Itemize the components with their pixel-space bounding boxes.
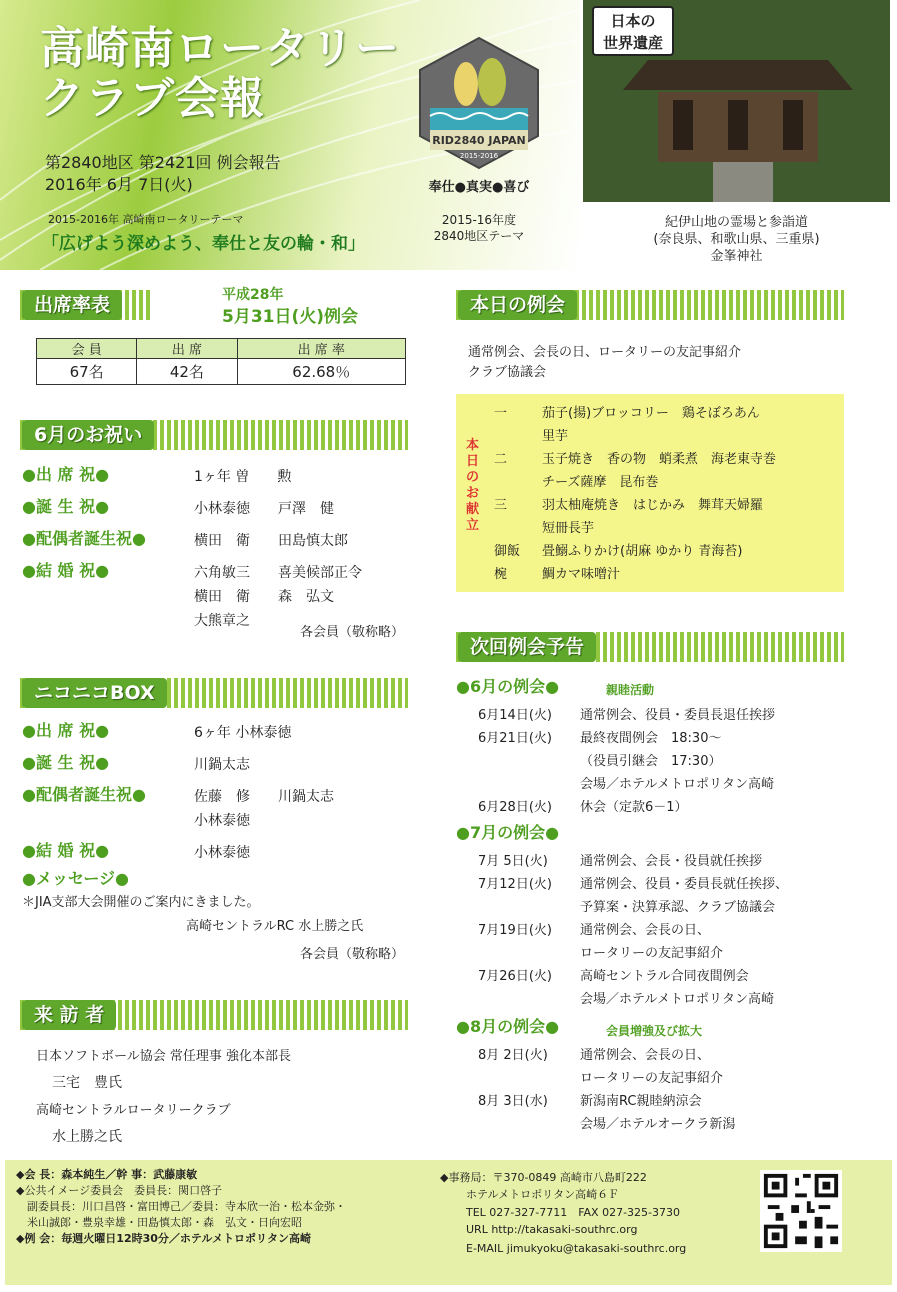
list-item-text: 玉子焼き 香の物 蛸柔煮 海老東寺巻 [542,452,777,467]
niko-message-2: 高崎セントラルRC 水上勝之氏 [186,919,364,934]
list-item [478,919,878,942]
niko-birthday-label: ●誕 生 祝● [22,753,110,772]
theme-label: 2015-2016年 高崎南ロータリーテーマ [48,213,244,226]
emblem-years: 2015-2016 [459,152,499,160]
list-item-text: チーズ薩摩 昆布巻 [542,475,659,490]
list-item-text: 休会（定款6－1） [580,800,688,815]
list-item-text: 通常例会、会長の日、 [580,923,711,938]
list-item-date: 三 [494,498,508,513]
visitor-2-org: 高崎セントラルロータリークラブ [36,1103,231,1118]
niko-message-label: ●メッセージ● [22,869,129,888]
celebr-attend-value: 1ヶ年 曽 勲 [194,469,292,485]
visitor-2-name: 水上勝之氏 [52,1129,122,1145]
list-item [494,402,840,425]
celebr-spouse-label: ●配偶者誕生祝● [22,529,146,548]
list-item-text: 通常例会、役員・委員長退任挨拶 [580,708,776,723]
footer-url[interactable]: URL http://takasaki-southrc.org [466,1223,638,1236]
june-sub: 親睦活動 [606,683,655,697]
list-item [478,704,878,727]
list-item [478,873,878,896]
list-item-text: 通常例会、役員・委員長就任挨拶、 [580,877,789,892]
list-item-text: 短冊長芋 [542,521,595,536]
rate-value: 62.68％ [237,359,405,385]
emblem-slogan: 奉仕●真実●喜び [428,180,530,195]
list-item-date: 7月12日(火) [478,877,552,892]
visitors-title: 来 訪 者 [22,1000,116,1030]
report-number: 第2840地区 第2421回 例会報告 [45,153,281,172]
attendance-table [36,338,406,385]
niko-birthday-value: 川鍋太志 [194,757,250,773]
list-item-text: 予算案・決算承認、クラブ協議会 [580,900,776,915]
list-item-date: 一 [494,406,508,421]
photo-caption-1: 紀伊山地の霊場と参詣道 [664,215,808,230]
list-item-date [478,1113,580,1136]
celebr-attend-label: ●出 席 祝● [22,465,110,484]
col-members: 会 員 [37,339,137,359]
aug-schedule [478,1044,878,1136]
list-item-text: 最終夜間例会 18:30～ [580,731,722,746]
visitor-1-org: 日本ソフトボール協会 常任理事 強化本部長 [36,1049,292,1064]
list-item-text: 高崎セントラル合同夜間例会 [580,969,749,984]
footer-officers: ◆会 長：森本純生／幹 事：武藤康敏 [16,1168,198,1181]
list-item-date: 6月28日(火) [478,800,552,815]
photo-caption-3: 金峯神社 [710,249,763,264]
list-item [478,796,878,819]
july-label: ●7月の例会● [456,823,560,842]
niko-attend-label: ●出 席 祝● [22,721,110,740]
list-item-date [494,517,542,540]
footer-email[interactable]: E-MAIL jimukyoku@takasaki-southrc.org [466,1242,687,1255]
list-item [478,896,878,919]
list-item-text: 会場／ホテルメトロポリタン高崎 [580,777,774,792]
niko-message-1: ＊JIA支部大会開催のご案内にきました。 [22,895,260,910]
list-item-date: 6月21日(火) [478,731,552,746]
next-title: 次回例会予告 [458,632,596,662]
celebr-wedding-value-3: 大熊章之 [194,613,250,629]
list-item-text: 新潟南RC親睦納涼会 [580,1094,702,1109]
niko-spouse-value-1: 佐藤 修 川鍋太志 [194,789,334,805]
attendance-date: 5月31日(火)例会 [222,307,359,327]
attendance-date-year: 平成28年 [222,287,284,303]
celebr-wedding-value-2: 横田 衛 森 弘文 [194,589,334,605]
list-item [494,471,840,494]
list-item-text: ロータリーの友記事紹介 [580,1071,724,1086]
list-item-date [494,425,542,448]
newsletter-title-2: クラブ会報 [40,73,265,124]
photo-caption-2: (奈良県、和歌山県、三重県) [653,232,820,247]
heritage-badge-line2: 世界遺産 [602,34,663,52]
celebration-title: 6月のお祝い [22,420,154,450]
list-item [478,1067,878,1090]
celebr-wedding-label: ●結 婚 祝● [22,561,110,580]
niko-title: ニコニコBOX [22,678,167,708]
visitor-1-name: 三宅 豊氏 [52,1075,122,1091]
niko-spouse-label: ●配偶者誕生祝● [22,785,146,804]
list-item-date [478,942,580,965]
menu-list [494,402,840,586]
footer-committee: ◆公共イメージ委員会 委員長：関口啓子 [16,1184,223,1197]
col-present: 出 席 [137,339,237,359]
list-item-date: 椀 [494,567,508,582]
today-line-1: 通常例会、会長の日、ロータリーの友記事紹介 [468,345,742,360]
list-item-date: 7月26日(火) [478,969,552,984]
list-item-text: 通常例会、会長・役員就任挨拶 [580,854,763,869]
niko-wedding-label: ●結 婚 祝● [22,841,110,860]
district-theme-label: 2840地区テーマ [433,229,525,243]
list-item-date [478,750,580,773]
list-item-text: 羽太柚庵焼き はじかみ 舞茸天婦羅 [542,498,764,513]
menu-label: 本日のお献立 [466,438,480,533]
list-item-date: 6月14日(火) [478,708,552,723]
footer-meeting: ◆例 会：毎週火曜日12時30分／ホテルメトロポリタン高崎 [16,1232,312,1245]
today-title: 本日の例会 [458,290,577,320]
present-value: 42名 [137,359,237,385]
celebr-note: 各会員（敬称略） [300,625,405,640]
list-item [494,540,840,563]
celebr-birthday-value: 小林泰徳 戸澤 健 [194,501,334,517]
list-item [494,425,840,448]
list-item [478,850,878,873]
district-theme-year: 2015-16年度 [441,213,517,227]
june-schedule [478,704,878,819]
list-item-date [478,1067,580,1090]
world-heritage-badge [592,6,674,56]
july-schedule [478,850,878,1011]
list-item [478,1044,878,1067]
list-item-text: 会場／ホテルメトロポリタン高崎 [580,992,774,1007]
celebr-wedding-value-1: 六角敏三 喜美候部正令 [194,565,362,581]
today-line-2: クラブ協議会 [468,365,547,380]
list-item-date: 二 [494,452,508,467]
aug-sub: 会員増強及び拡大 [606,1024,703,1038]
list-item-date: 8月 2日(火) [478,1048,548,1063]
footer-phone: TEL 027-327-7711 FAX 027-325-3730 [466,1206,681,1219]
list-item-date: 8月 3日(水) [478,1094,548,1109]
list-item-text: 畳鰯ふりかけ(胡麻 ゆかり 青海苔) [542,544,743,559]
list-item [478,1113,878,1136]
emblem-text: RID2840 JAPAN [432,134,526,147]
list-item-date: 御飯 [494,544,521,559]
list-item-date: 7月 5日(火) [478,854,548,869]
newsletter-title-1: 高崎南ロータリー [40,23,400,74]
list-item-date [478,988,580,1011]
list-item [494,494,840,517]
niko-wedding-value: 小林泰徳 [194,845,250,861]
list-item [494,563,840,586]
list-item-text: ロータリーの友記事紹介 [580,946,724,961]
list-item-text: 会場／ホテルオークラ新潟 [580,1117,736,1132]
list-item-text: （役員引継会 17:30） [580,754,722,769]
list-item-date [494,471,542,494]
district-emblem [416,36,542,170]
list-item-text: 鯛カマ味噌汁 [542,567,621,582]
list-item-date [478,773,580,796]
list-item [478,773,878,796]
report-date: 2016年 6月 7日(火) [45,175,193,194]
list-item-date [478,896,580,919]
june-label: ●6月の例会● [456,677,560,696]
niko-spouse-value-2: 小林泰徳 [194,813,250,829]
footer-members-1: 副委員長：川口昌啓・富田博己／委員：寺本欣一治・松本金弥・ [16,1200,346,1213]
list-item [494,517,840,540]
list-item [478,750,878,773]
celebr-spouse-value: 横田 衛 田島慎太郎 [194,533,348,549]
col-rate: 出 席 率 [237,339,405,359]
list-item [478,942,878,965]
list-item-text: 通常例会、会長の日、 [580,1048,711,1063]
list-item-date: 7月19日(火) [478,923,552,938]
list-item-text: 里芋 [542,429,569,444]
list-item [478,1090,878,1113]
aug-label: ●8月の例会● [456,1017,560,1036]
attendance-title: 出席率表 [22,290,122,320]
niko-note: 各会員（敬称略） [300,947,405,962]
list-item [478,727,878,750]
footer-members-2: 米山誠郎・豊泉幸雄・田島慎太郎・森 弘文・日向宏昭 [16,1216,302,1229]
footer-office: ◆事務局：〒370-0849 高崎市八島町222 [440,1171,647,1184]
club-theme: 「広げよう深めよう、奉仕と友の輪・和」 [42,234,365,254]
footer-office-hotel: ホテルメトロポリタン高崎６Ｆ [466,1188,620,1201]
qr-code-icon[interactable] [760,1170,842,1252]
members-value: 67名 [37,359,137,385]
niko-attend-value: 6ヶ年 小林泰徳 [194,725,292,741]
heritage-badge-line1: 日本の [610,12,656,30]
list-item-text: 茄子(揚)ブロッコリー 鶏そぼろあん [542,406,760,421]
list-item [494,448,840,471]
celebr-birthday-label: ●誕 生 祝● [22,497,110,516]
list-item [478,965,878,988]
list-item [478,988,878,1011]
